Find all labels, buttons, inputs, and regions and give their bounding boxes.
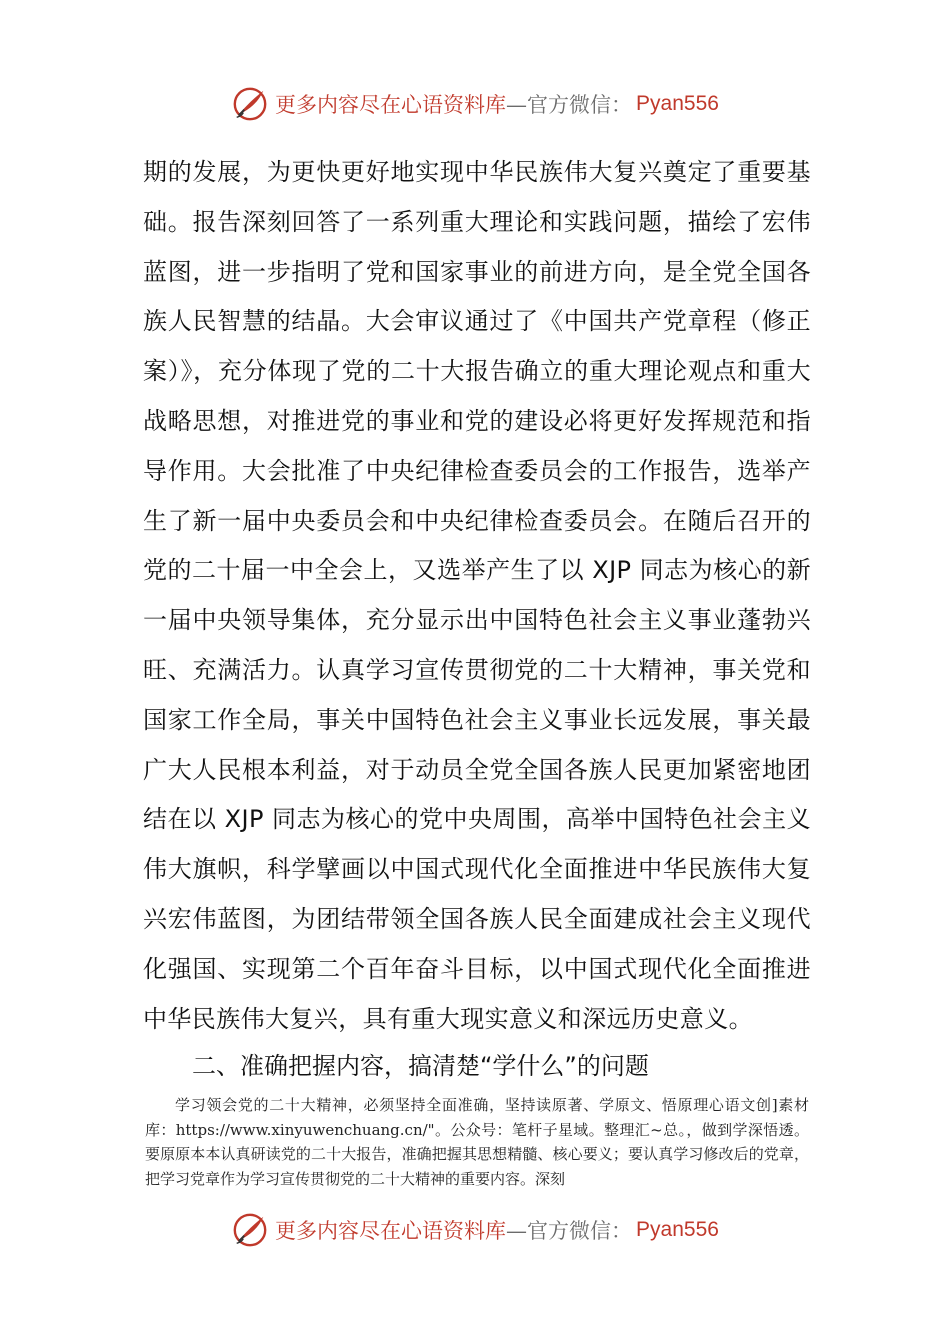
footer-official-text: —官方微信： xyxy=(506,1219,633,1243)
header-wechat-id: Pyan556 xyxy=(636,92,719,115)
section-paragraph: 学习领会党的二十大精神，必须坚持全面准确，坚持读原著、学原文、悟原理心语文创]素材库：https://www.xinyuwenchuang.cn/"。公众号：笔杆子星域。整理汇~总。，做到学深悟透。要原原本本认真研读党的二十大报告，准确把握其思想精髓、核心要义；要认真学习修改后的党章，把学习党章作为学习宣传贯彻党的二十大精神的重要内容。深刻 xyxy=(145,1096,809,1188)
footer-wechat-id: Pyan556 xyxy=(636,1218,719,1241)
quill-logo-icon xyxy=(231,1211,269,1249)
footer-banner xyxy=(0,1208,950,1252)
footer-site-text: 更多内容尽在心语资料库 xyxy=(275,1219,507,1243)
header-banner xyxy=(0,82,950,126)
header-site-text: 更多内容尽在心语资料库 xyxy=(275,93,507,117)
quill-logo-icon xyxy=(231,85,269,123)
section-heading: 二、准确把握内容，搞清楚“学什么”的问题 xyxy=(192,1052,649,1080)
body-paragraph-block xyxy=(143,148,811,1044)
body-paragraph: 期的发展，为更快更好地实现中华民族伟大复兴奠定了重要基础。报告深刻回答了一系列重大理论和实践问题，描绘了宏伟蓝图，进一步指明了党和国家事业的前进方向，是全党全国各族人民智慧的结晶。大会审议通过了《中国共产党章程（修正案）》，充分体现了党的二十大报告确立的重大理论观点和重大战略思想，对推进党的事业和党的建设必将更好发挥规范和指导作用。大会批准了中央纪律检查委员会的工作报告，选举产生了新一届中央委员会和中央纪律检查委员会。在随后召开的党的二十届一中全会上，又选举产生了以 XJP 同志为核心的新一届中央领导集体，充分显示出中国特色社会主义事业蓬勃兴旺、充满活力。认真学习宣传贯彻党的二十大精神，事关党和国家工作全局，事关中国特色社会主义事业长远发展，事关最广大人民根本利益，对于动员全党全国各族人民更加紧密地团结在以 XJP 同志为核心的党中央周围，高举中国特色社会主义伟大旗帜，科学擘画以中国式现代化全面推进中华民族伟大复兴宏伟蓝图，为团结带领全国各族人民全面建成社会主义现代化强国、实现第二个百年奋斗目标，以中国式现代化全面推进中华民族伟大复兴，具有重大现实意义和深远历史意义。 xyxy=(143,158,811,1033)
header-official-text: —官方微信： xyxy=(506,93,633,117)
section-paragraph-block xyxy=(145,1093,809,1191)
